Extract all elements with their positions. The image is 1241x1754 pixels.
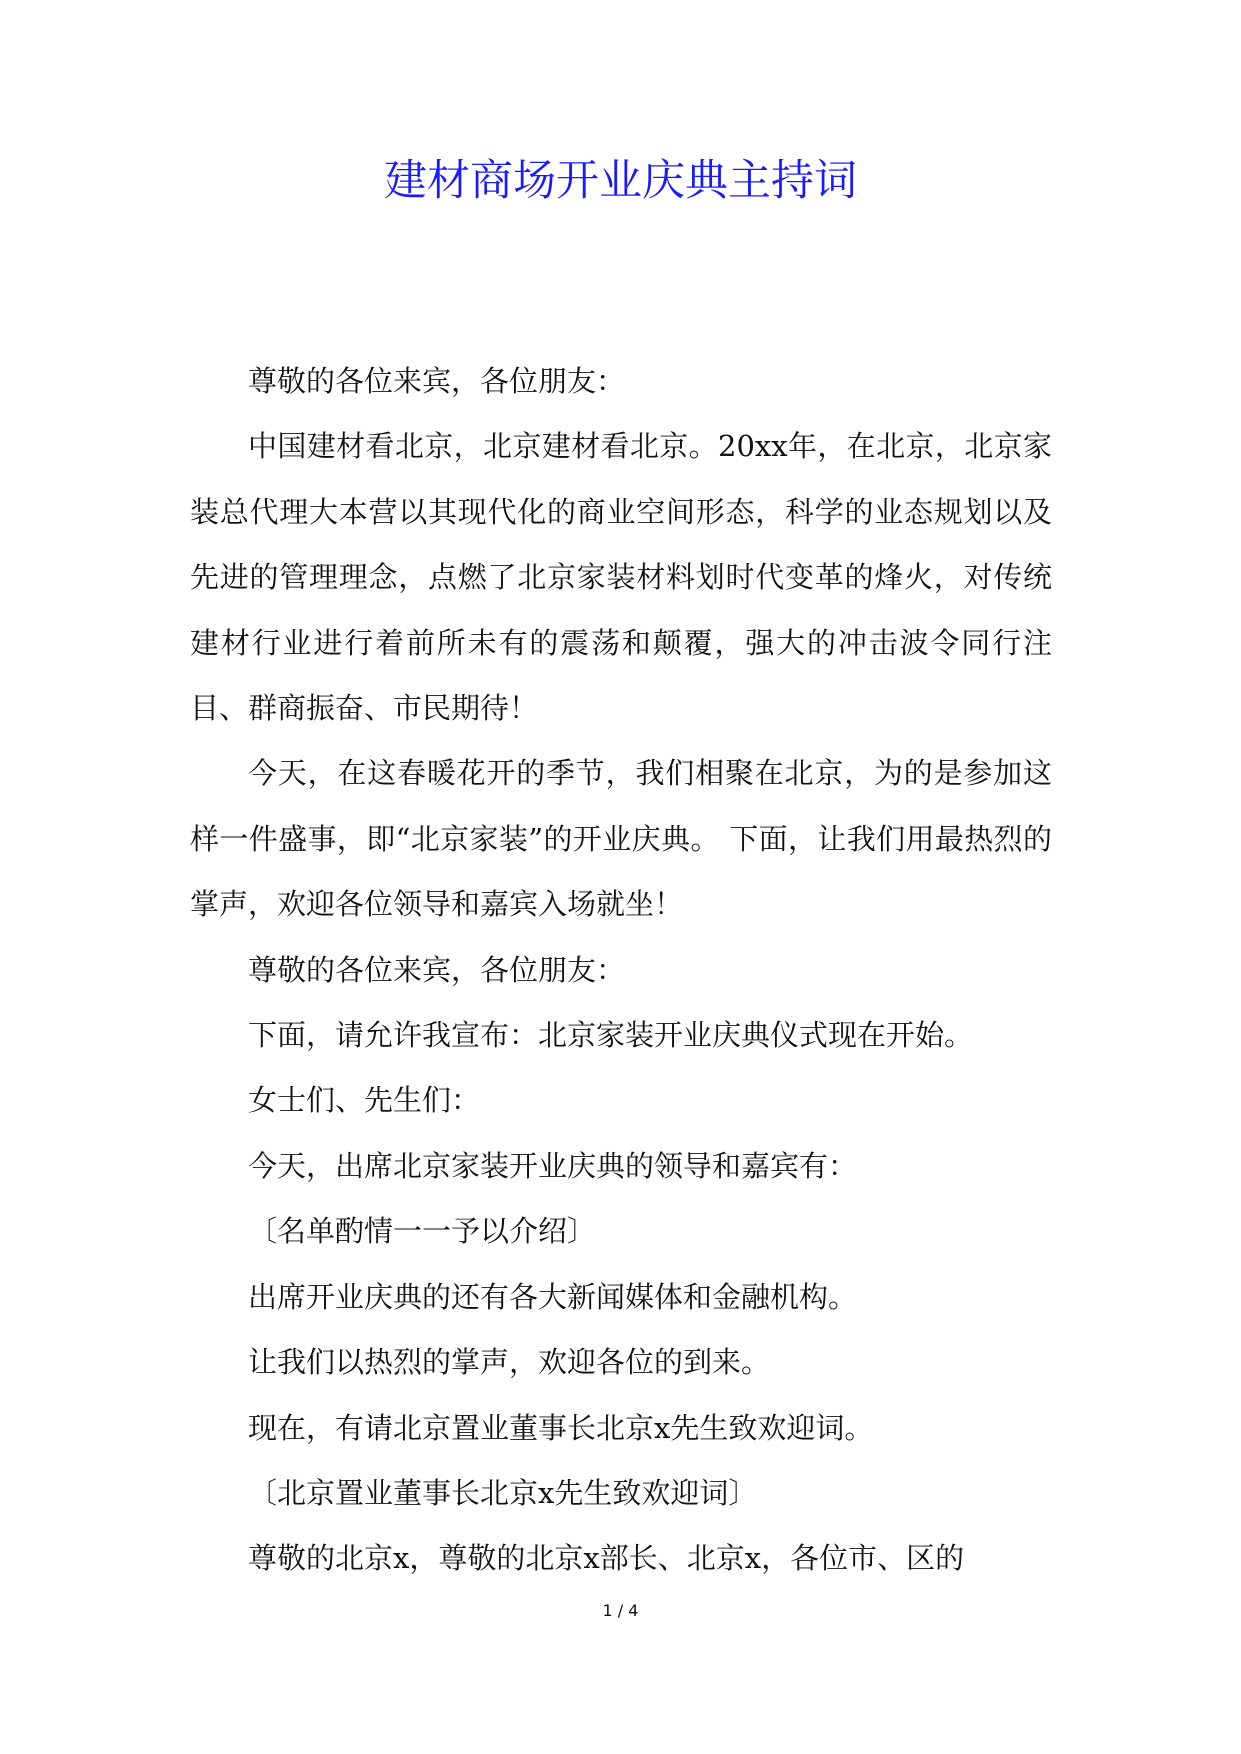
paragraph-greeting: 尊敬的各位来宾，各位朋友： (248, 364, 626, 398)
paragraph-guests-intro: 今天，出席北京家装开业庆典的领导和嘉宾有： (248, 1148, 858, 1183)
paragraph-invitation: 现在，有请北京置业董事长北京x先生致欢迎词。 (248, 1410, 874, 1445)
paragraph-applause: 让我们以热烈的掌声，欢迎各位的到来。 (248, 1345, 771, 1380)
document-body (190, 349, 1052, 1592)
paragraph-media: 出席开业庆典的还有各大新闻媒体和金融机构。 (248, 1279, 858, 1314)
document-title: 建材商场开业庆典主持词 (384, 156, 857, 206)
paragraph-introduction: 中国建材看北京，北京建材看北京。20xx年，在北京，北京家装总代理大本营以其现代化的商业空间形态，科学的业态规划以及先进的管理理念，点燃了北京家装材料划时代变革的烽火，对传统建材行业进行着前所未有的震荡和颠覆，强大的冲击波令同行注目、群商振奋、市民期待！ (190, 429, 1052, 726)
paragraph-address: 女士们、先生们： (248, 1083, 481, 1118)
paragraph-announcement: 下面，请允许我宣布：北京家装开业庆典仪式现在开始。 (248, 1018, 974, 1053)
paragraph-speech-note: 〔北京置业董事长北京x先生致欢迎词〕 (248, 1475, 758, 1510)
paragraph-guest-list-note: 〔名单酌情一一予以介绍〕 (248, 1214, 597, 1249)
page-number: 1 / 4 (602, 1601, 639, 1620)
paragraph-greeting-repeat: 尊敬的各位来宾，各位朋友： (248, 952, 626, 987)
paragraph-speech-start: 尊敬的北京x，尊敬的北京x部长、北京x，各位市、区的 (248, 1541, 965, 1576)
paragraph-welcome: 今天，在这春暖花开的季节，我们相聚在北京，为的是参加这样一件盛事，即“北京家装”的开业庆典。 下面，让我们用最热烈的掌声，欢迎各位领导和嘉宾入场就坐！ (190, 756, 1052, 922)
